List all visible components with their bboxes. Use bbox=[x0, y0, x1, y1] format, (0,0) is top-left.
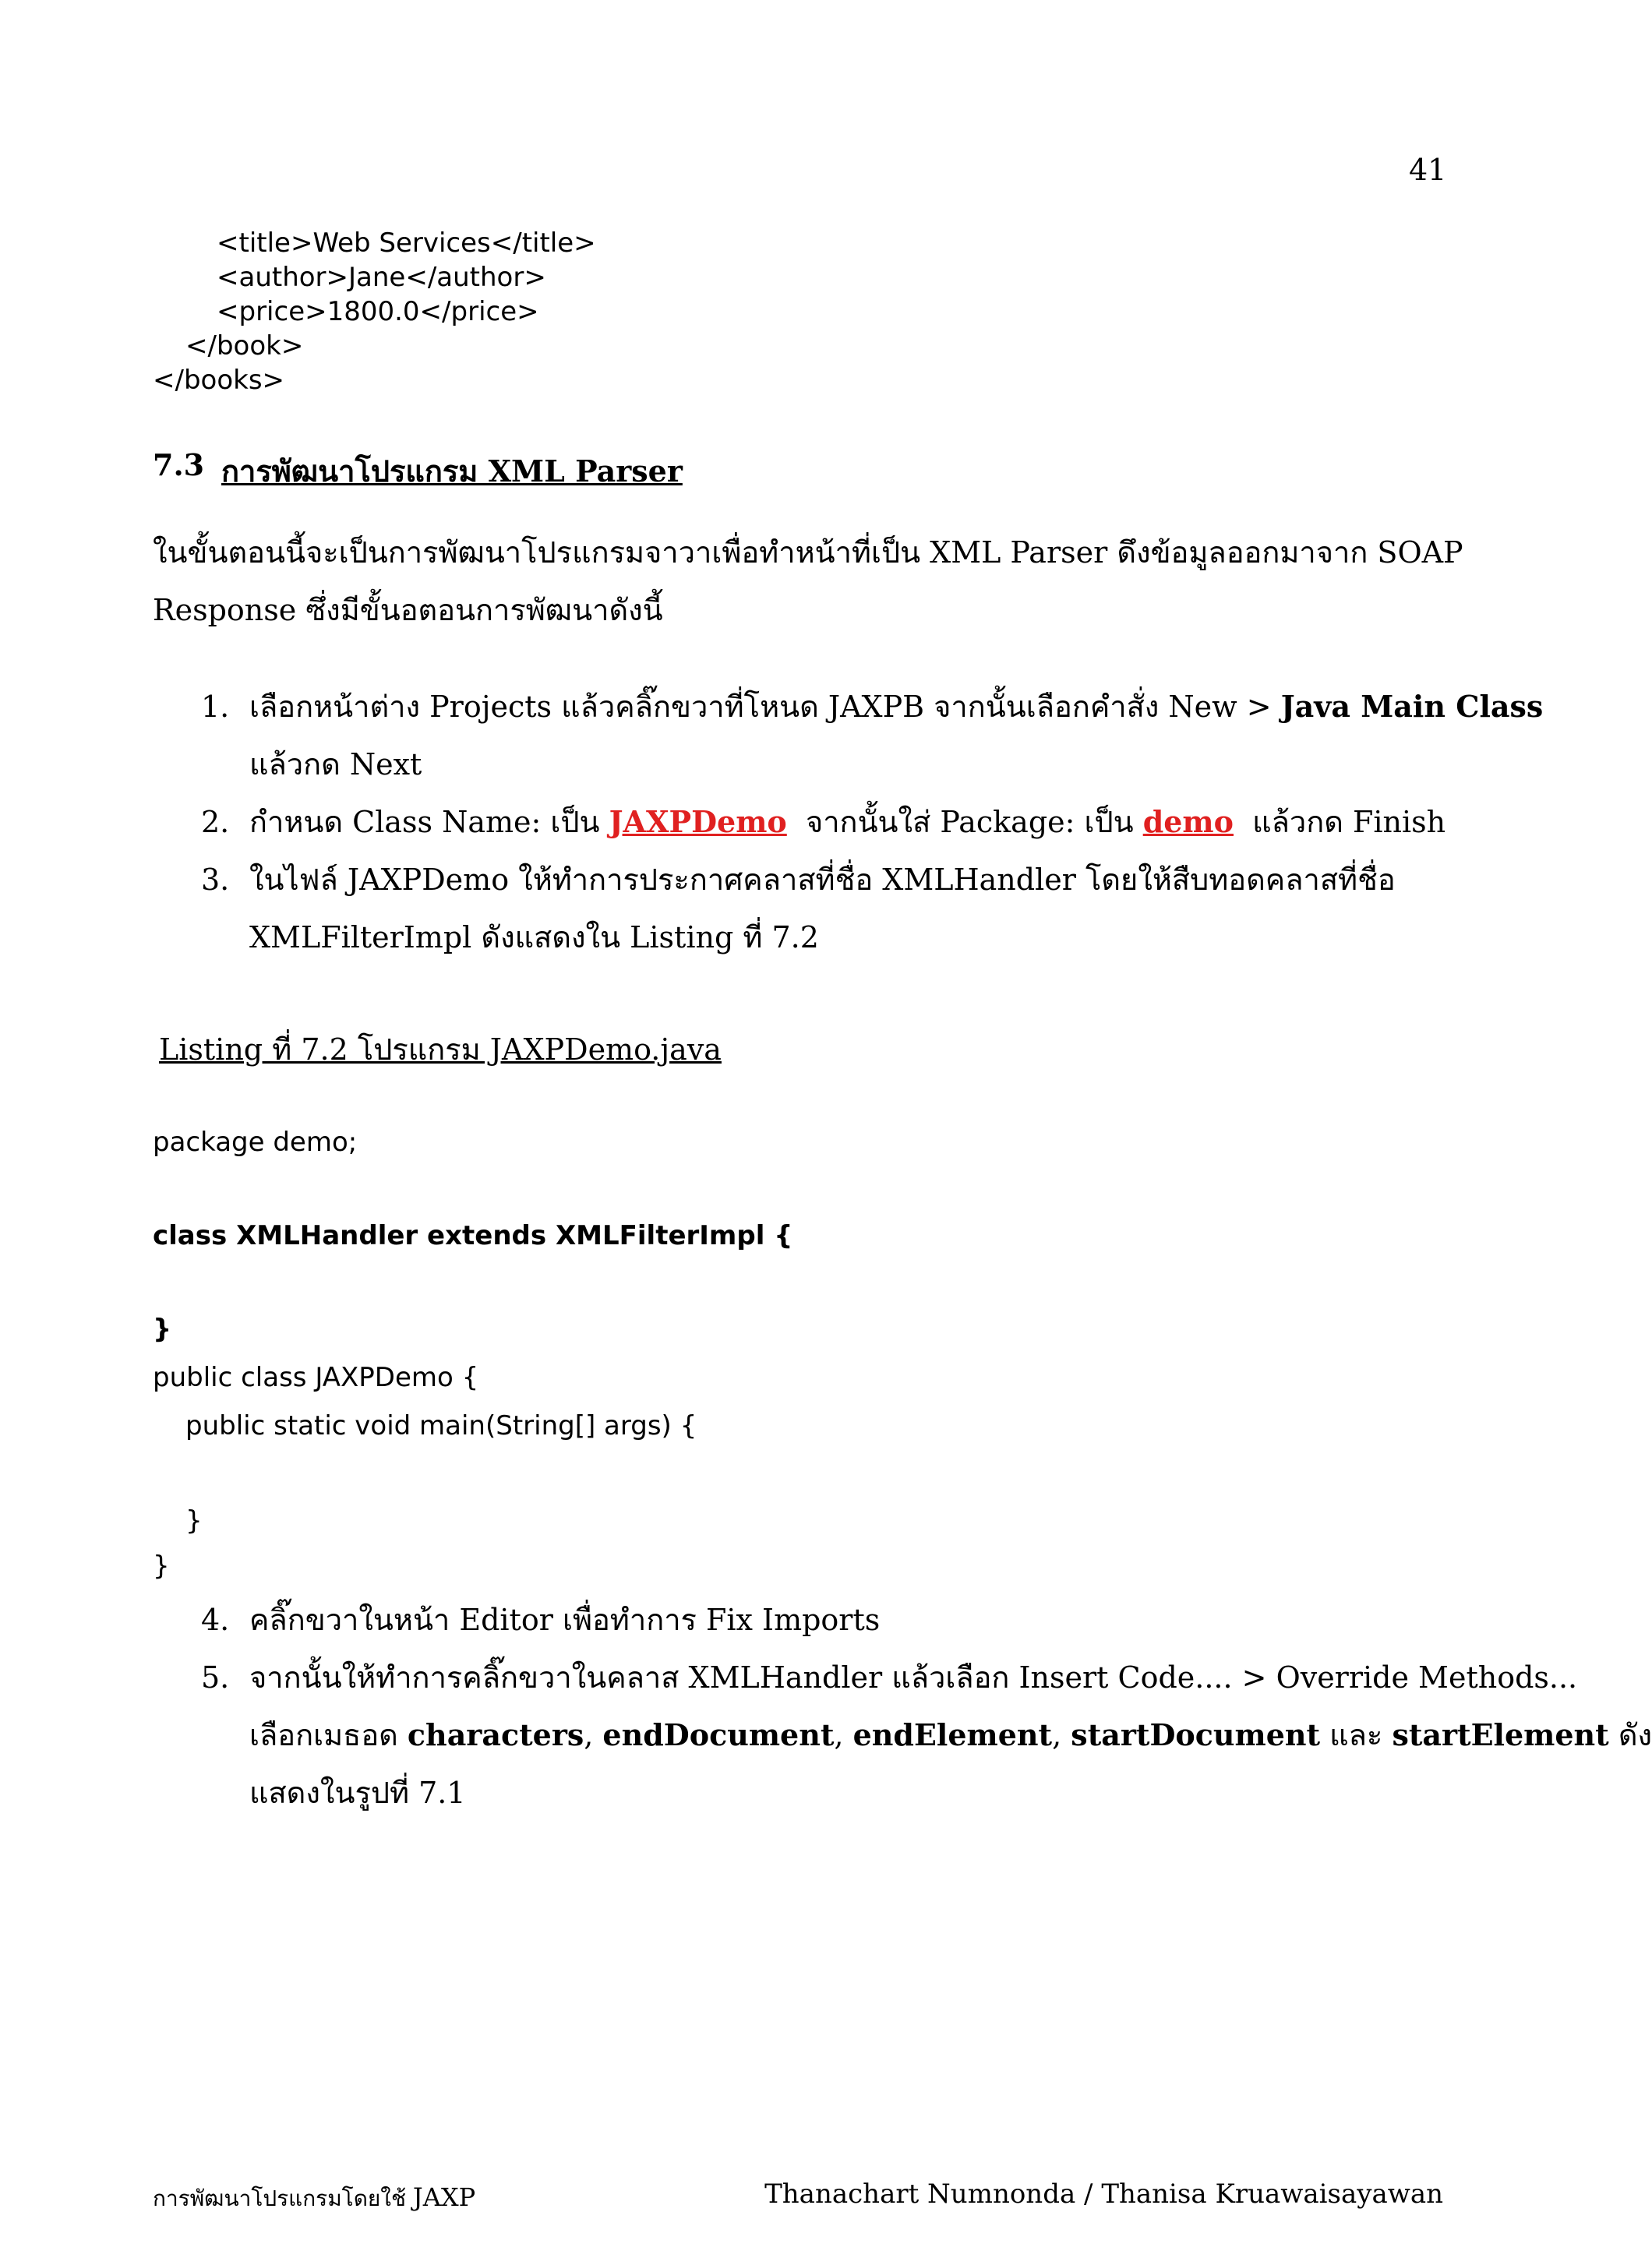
code-line-price: <price>1800.0</price> bbox=[217, 296, 539, 327]
intro-line-1: ในขั้นตอนนี้จะเป็นการพัฒนาโปรแกรมจาวาเพื่อทำหน้าที่เป็น XML Parser ดึงข้อมูลออกมาจาก SOAP bbox=[153, 535, 1463, 570]
step-4-text: คลิ๊กขวาในหน้า Editor เพื่อทำการ Fix Imports bbox=[249, 1603, 881, 1637]
method-characters: characters bbox=[407, 1717, 584, 1752]
step-5-methods-suffix: ดัง bbox=[1608, 1718, 1652, 1752]
method-start-element: startElement bbox=[1392, 1717, 1609, 1752]
step-5-continuation: แสดงในรูปที่ 7.1 bbox=[249, 1776, 466, 1810]
step-3-text: ในไฟล์ JAXPDemo ให้ทำการประกาศคลาสที่ชื่อ XMLHandler โดยให้สืบทอดคลาสที่ชื่อ bbox=[249, 863, 1396, 897]
method-end-element: endElement bbox=[852, 1717, 1053, 1752]
comma: , bbox=[834, 1718, 853, 1752]
section-title: การพัฒนาโปรแกรม XML Parser bbox=[221, 453, 683, 489]
step-2-text-c: จากนั้นใส่ Package: เป็น bbox=[786, 805, 1143, 839]
step-5 bbox=[201, 1653, 1577, 1701]
method-end-document: endDocument bbox=[602, 1717, 835, 1752]
code-class-close: } bbox=[153, 1314, 172, 1345]
step-1-bold: Java Main Class bbox=[1280, 689, 1544, 724]
step-5-text: จากนั้นให้ทำการคลิ๊กขวาในคลาส XMLHandler แล้วเลือก Insert Code.... > Override Methods... bbox=[249, 1660, 1578, 1695]
step-1-continuation: แล้วกด Next bbox=[249, 747, 422, 781]
step-4 bbox=[201, 1596, 880, 1643]
footer-left-jaxp: JAXP bbox=[412, 2182, 476, 2212]
step-2-text-e: แล้วกด Finish bbox=[1234, 805, 1446, 839]
comma: , bbox=[1052, 1718, 1071, 1752]
step-5-number: 5. bbox=[201, 1660, 230, 1695]
step-3 bbox=[201, 856, 1396, 903]
comma: , bbox=[584, 1718, 603, 1752]
page-number: 41 bbox=[1409, 153, 1447, 187]
step-5-methods-prefix: เลือกเมธอด bbox=[249, 1718, 408, 1752]
step-2 bbox=[201, 798, 1446, 845]
step-2-package: demo bbox=[1142, 804, 1234, 839]
step-2-number: 2. bbox=[201, 805, 230, 839]
code-main-method: public static void main(String[] args) { bbox=[185, 1410, 697, 1441]
code-line-title: <title>Web Services</title> bbox=[217, 228, 596, 259]
listing-caption: Listing ที่ 7.2 โปรแกรม JAXPDemo.java bbox=[159, 1032, 722, 1067]
step-1-text: เลือกหน้าต่าง Projects แล้วคลิ๊กขวาที่โหนด JAXPB จากนั้นเลือกคำสั่ง New > bbox=[249, 690, 1281, 724]
footer-left-thai: การพัฒนาโปรแกรมโดยใช้ bbox=[153, 2186, 413, 2211]
step-2-classname: JAXPDemo bbox=[609, 804, 787, 839]
conjunction: และ bbox=[1320, 1718, 1393, 1752]
footer-left bbox=[153, 2179, 475, 2216]
code-line-book-close: </book> bbox=[185, 330, 304, 362]
code-package: package demo; bbox=[153, 1127, 358, 1158]
code-class-end: } bbox=[153, 1551, 170, 1582]
step-4-number: 4. bbox=[201, 1603, 230, 1637]
step-1-number: 1. bbox=[201, 690, 230, 724]
step-5-methods-line bbox=[249, 1711, 1652, 1759]
section-number: 7.3 bbox=[153, 447, 205, 482]
code-line-author: <author>Jane</author> bbox=[217, 262, 546, 293]
step-3-number: 3. bbox=[201, 863, 230, 897]
step-3-continuation: XMLFilterImpl ดังแสดงใน Listing ที่ 7.2 bbox=[249, 920, 819, 954]
step-1 bbox=[201, 683, 1543, 730]
code-line-books-close: </books> bbox=[153, 365, 285, 396]
method-start-document: startDocument bbox=[1071, 1717, 1321, 1752]
intro-line-2: Response ซึ่งมีขั้นอตอนการพัฒนาดังนี้ bbox=[153, 593, 663, 627]
code-public-class: public class JAXPDemo { bbox=[153, 1362, 479, 1393]
footer-right: Thanachart Numnonda / Thanisa Kruawaisayawan bbox=[764, 2179, 1443, 2210]
code-class-decl: class XMLHandler extends XMLFilterImpl { bbox=[153, 1220, 793, 1251]
code-main-close: } bbox=[185, 1505, 203, 1536]
step-2-text-a: กำหนด Class Name: เป็น bbox=[249, 805, 609, 839]
